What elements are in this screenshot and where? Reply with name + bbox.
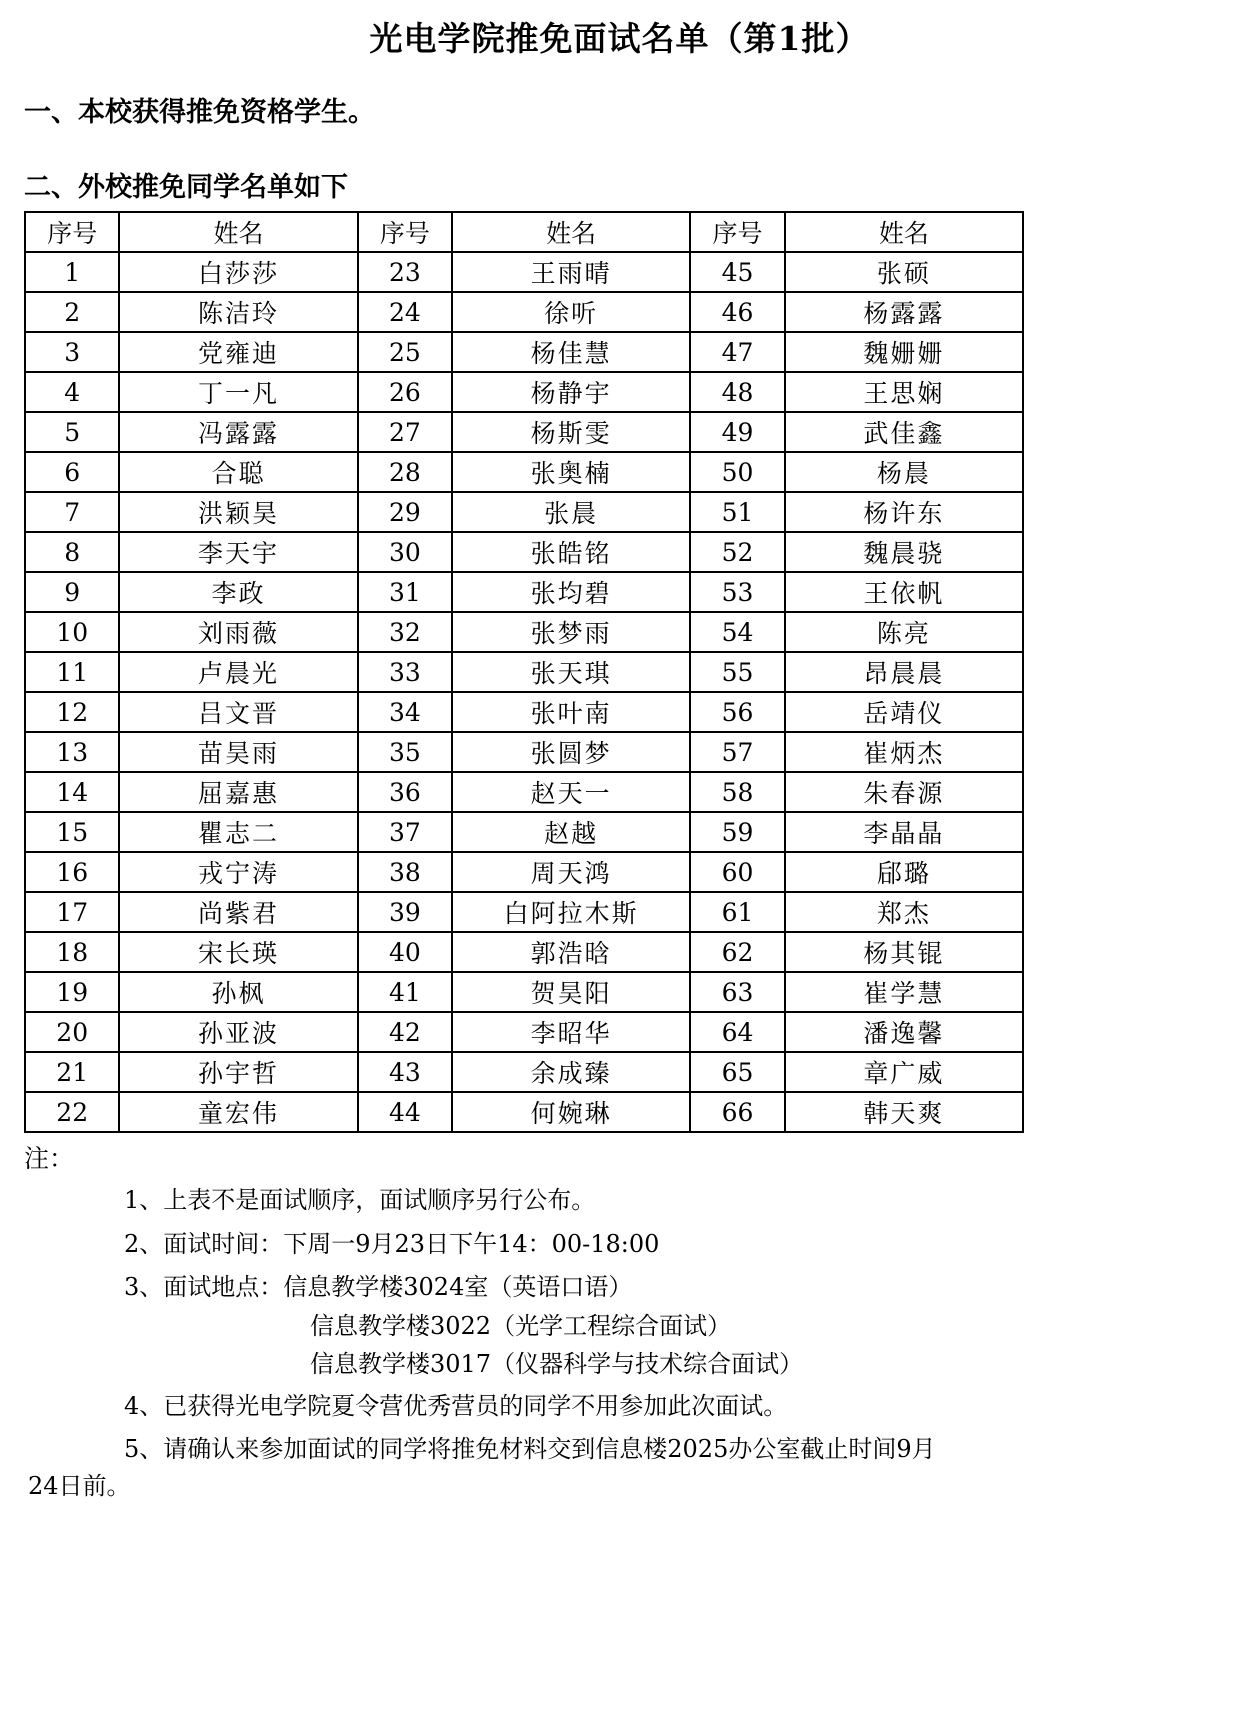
cell-index: 9 xyxy=(25,572,119,612)
cell-name: 徐听 xyxy=(452,292,690,332)
cell-name: 孙枫 xyxy=(119,972,357,1012)
cell-index: 20 xyxy=(25,1012,119,1052)
cell-index: 16 xyxy=(25,852,119,892)
cell-index: 35 xyxy=(358,732,452,772)
cell-index: 11 xyxy=(25,652,119,692)
cell-name: 戎宁涛 xyxy=(119,852,357,892)
cell-index: 1 xyxy=(25,252,119,292)
cell-index: 30 xyxy=(358,532,452,572)
cell-index: 60 xyxy=(690,852,784,892)
table-row xyxy=(25,332,1023,372)
cell-name: 丁一凡 xyxy=(119,372,357,412)
column-header-index-1: 序号 xyxy=(25,212,119,252)
cell-index: 59 xyxy=(690,812,784,852)
cell-index: 6 xyxy=(25,452,119,492)
cell-index: 52 xyxy=(690,532,784,572)
cell-index: 56 xyxy=(690,692,784,732)
section-heading-1: 一、本校获得推免资格学生。 xyxy=(24,97,375,129)
cell-index: 38 xyxy=(358,852,452,892)
cell-index: 4 xyxy=(25,372,119,412)
table-row xyxy=(25,532,1023,572)
cell-index: 34 xyxy=(358,692,452,732)
cell-index: 42 xyxy=(358,1012,452,1052)
cell-name: 武佳鑫 xyxy=(785,412,1023,452)
cell-name: 合聪 xyxy=(119,452,357,492)
cell-name: 孙宇哲 xyxy=(119,1052,357,1092)
note-item-2: 2、面试时间：下周一9月23日下午14：00-18:00 xyxy=(124,1229,660,1258)
cell-name: 李政 xyxy=(119,572,357,612)
cell-index: 51 xyxy=(690,492,784,532)
table-row xyxy=(25,492,1023,532)
cell-index: 13 xyxy=(25,732,119,772)
cell-index: 55 xyxy=(690,652,784,692)
cell-index: 8 xyxy=(25,532,119,572)
cell-name: 冯露露 xyxy=(119,412,357,452)
table-body xyxy=(25,252,1023,1132)
cell-index: 3 xyxy=(25,332,119,372)
cell-index: 18 xyxy=(25,932,119,972)
cell-index: 61 xyxy=(690,892,784,932)
cell-index: 44 xyxy=(358,1092,452,1132)
cell-name: 张圆梦 xyxy=(452,732,690,772)
cell-index: 24 xyxy=(358,292,452,332)
note-item-5-continuation: 24日前。 xyxy=(28,1472,131,1501)
cell-name: 张皓铭 xyxy=(452,532,690,572)
cell-index: 23 xyxy=(358,252,452,292)
cell-index: 21 xyxy=(25,1052,119,1092)
cell-index: 46 xyxy=(690,292,784,332)
column-header-index-2: 序号 xyxy=(358,212,452,252)
cell-index: 64 xyxy=(690,1012,784,1052)
cell-name: 张硕 xyxy=(785,252,1023,292)
cell-name: 吕文晋 xyxy=(119,692,357,732)
table-row xyxy=(25,1012,1023,1052)
cell-index: 54 xyxy=(690,612,784,652)
cell-name: 杨晨 xyxy=(785,452,1023,492)
table-row xyxy=(25,892,1023,932)
cell-name: 王思娴 xyxy=(785,372,1023,412)
cell-name: 魏晨骁 xyxy=(785,532,1023,572)
cell-name: 李天宇 xyxy=(119,532,357,572)
cell-index: 12 xyxy=(25,692,119,732)
table-row xyxy=(25,1092,1023,1132)
cell-name: 潘逸馨 xyxy=(785,1012,1023,1052)
table-row xyxy=(25,412,1023,452)
table-row xyxy=(25,452,1023,492)
table-row xyxy=(25,292,1023,332)
cell-index: 47 xyxy=(690,332,784,372)
cell-index: 22 xyxy=(25,1092,119,1132)
cell-name: 童宏伟 xyxy=(119,1092,357,1132)
cell-index: 2 xyxy=(25,292,119,332)
column-header-name-1: 姓名 xyxy=(119,212,357,252)
table-row xyxy=(25,812,1023,852)
cell-index: 65 xyxy=(690,1052,784,1092)
cell-index: 49 xyxy=(690,412,784,452)
cell-index: 36 xyxy=(358,772,452,812)
cell-name: 瞿志二 xyxy=(119,812,357,852)
cell-name: 白阿拉木斯 xyxy=(452,892,690,932)
note-item-3: 3、面试地点：信息教学楼3024室（英语口语） xyxy=(124,1272,633,1301)
cell-name: 苗昊雨 xyxy=(119,732,357,772)
cell-name: 杨许东 xyxy=(785,492,1023,532)
cell-name: 陈亮 xyxy=(785,612,1023,652)
cell-index: 45 xyxy=(690,252,784,292)
cell-name: 张奥楠 xyxy=(452,452,690,492)
cell-index: 10 xyxy=(25,612,119,652)
table-row xyxy=(25,852,1023,892)
cell-name: 张天琪 xyxy=(452,652,690,692)
cell-index: 17 xyxy=(25,892,119,932)
cell-name: 张梦雨 xyxy=(452,612,690,652)
section-heading-2: 二、外校推免同学名单如下 xyxy=(24,172,348,204)
cell-index: 57 xyxy=(690,732,784,772)
cell-name: 杨露露 xyxy=(785,292,1023,332)
cell-name: 郑杰 xyxy=(785,892,1023,932)
cell-index: 37 xyxy=(358,812,452,852)
cell-name: 陈洁玲 xyxy=(119,292,357,332)
cell-name: 宋长瑛 xyxy=(119,932,357,972)
table-row xyxy=(25,652,1023,692)
cell-name: 贺昊阳 xyxy=(452,972,690,1012)
cell-index: 63 xyxy=(690,972,784,1012)
cell-name: 卢晨光 xyxy=(119,652,357,692)
cell-name: 王依帆 xyxy=(785,572,1023,612)
cell-name: 张叶南 xyxy=(452,692,690,732)
cell-name: 杨静宇 xyxy=(452,372,690,412)
cell-name: 洪颖昊 xyxy=(119,492,357,532)
cell-index: 32 xyxy=(358,612,452,652)
cell-name: 杨斯雯 xyxy=(452,412,690,452)
table-row xyxy=(25,972,1023,1012)
cell-name: 孙亚波 xyxy=(119,1012,357,1052)
cell-name: 昂晨晨 xyxy=(785,652,1023,692)
cell-index: 48 xyxy=(690,372,784,412)
cell-name: 魏姗姗 xyxy=(785,332,1023,372)
cell-name: 屈嘉惠 xyxy=(119,772,357,812)
column-header-name-3: 姓名 xyxy=(785,212,1023,252)
cell-index: 40 xyxy=(358,932,452,972)
cell-index: 28 xyxy=(358,452,452,492)
cell-name: 赵越 xyxy=(452,812,690,852)
cell-name: 赵天一 xyxy=(452,772,690,812)
cell-name: 李晶晶 xyxy=(785,812,1023,852)
cell-index: 58 xyxy=(690,772,784,812)
note-item-4: 4、已获得光电学院夏令营优秀营员的同学不用参加此次面试。 xyxy=(124,1392,788,1420)
notes-list xyxy=(20,1182,1219,1505)
cell-index: 7 xyxy=(25,492,119,532)
table-row xyxy=(25,612,1023,652)
table-row xyxy=(25,572,1023,612)
note-item-3-sub-2: 信息教学楼3017（仪器科学与技术综合面试） xyxy=(310,1350,804,1378)
cell-index: 27 xyxy=(358,412,452,452)
cell-name: 王雨晴 xyxy=(452,252,690,292)
cell-name: 尚紫君 xyxy=(119,892,357,932)
cell-name: 章广威 xyxy=(785,1052,1023,1092)
table-row xyxy=(25,1052,1023,1092)
table-row xyxy=(25,732,1023,772)
cell-name: 韩天爽 xyxy=(785,1092,1023,1132)
cell-index: 39 xyxy=(358,892,452,932)
cell-name: 郈璐 xyxy=(785,852,1023,892)
cell-name: 刘雨薇 xyxy=(119,612,357,652)
cell-name: 张晨 xyxy=(452,492,690,532)
table-row xyxy=(25,372,1023,412)
column-header-index-3: 序号 xyxy=(690,212,784,252)
interview-name-table xyxy=(24,211,1024,1133)
cell-index: 25 xyxy=(358,332,452,372)
cell-index: 14 xyxy=(25,772,119,812)
cell-index: 26 xyxy=(358,372,452,412)
table-row xyxy=(25,772,1023,812)
page-title: 光电学院推免面试名单（第1批） xyxy=(369,19,870,58)
cell-index: 15 xyxy=(25,812,119,852)
cell-index: 66 xyxy=(690,1092,784,1132)
cell-index: 33 xyxy=(358,652,452,692)
cell-name: 何婉琳 xyxy=(452,1092,690,1132)
table-header-row xyxy=(25,212,1023,252)
table-row xyxy=(25,692,1023,732)
cell-name: 余成臻 xyxy=(452,1052,690,1092)
table-row xyxy=(25,252,1023,292)
table-row xyxy=(25,932,1023,972)
cell-name: 杨其锟 xyxy=(785,932,1023,972)
cell-index: 53 xyxy=(690,572,784,612)
cell-name: 崔炳杰 xyxy=(785,732,1023,772)
cell-index: 19 xyxy=(25,972,119,1012)
cell-name: 周天鸿 xyxy=(452,852,690,892)
cell-index: 43 xyxy=(358,1052,452,1092)
note-item-5: 5、请确认来参加面试的同学将推免材料交到信息楼2025办公室截止时间9月 xyxy=(124,1435,936,1464)
cell-name: 白莎莎 xyxy=(119,252,357,292)
cell-index: 62 xyxy=(690,932,784,972)
cell-index: 5 xyxy=(25,412,119,452)
cell-name: 党雍迪 xyxy=(119,332,357,372)
cell-name: 崔学慧 xyxy=(785,972,1023,1012)
notes-label: 注： xyxy=(24,1144,75,1174)
note-item-1: 1、上表不是面试顺序，面试顺序另行公布。 xyxy=(124,1186,596,1215)
cell-name: 杨佳慧 xyxy=(452,332,690,372)
cell-index: 31 xyxy=(358,572,452,612)
cell-index: 50 xyxy=(690,452,784,492)
cell-name: 李昭华 xyxy=(452,1012,690,1052)
cell-name: 岳靖仪 xyxy=(785,692,1023,732)
cell-index: 29 xyxy=(358,492,452,532)
cell-name: 郭浩晗 xyxy=(452,932,690,972)
column-header-name-2: 姓名 xyxy=(452,212,690,252)
cell-index: 41 xyxy=(358,972,452,1012)
cell-name: 朱春源 xyxy=(785,772,1023,812)
cell-name: 张均碧 xyxy=(452,572,690,612)
note-item-3-sub-1: 信息教学楼3022（光学工程综合面试） xyxy=(310,1312,732,1340)
